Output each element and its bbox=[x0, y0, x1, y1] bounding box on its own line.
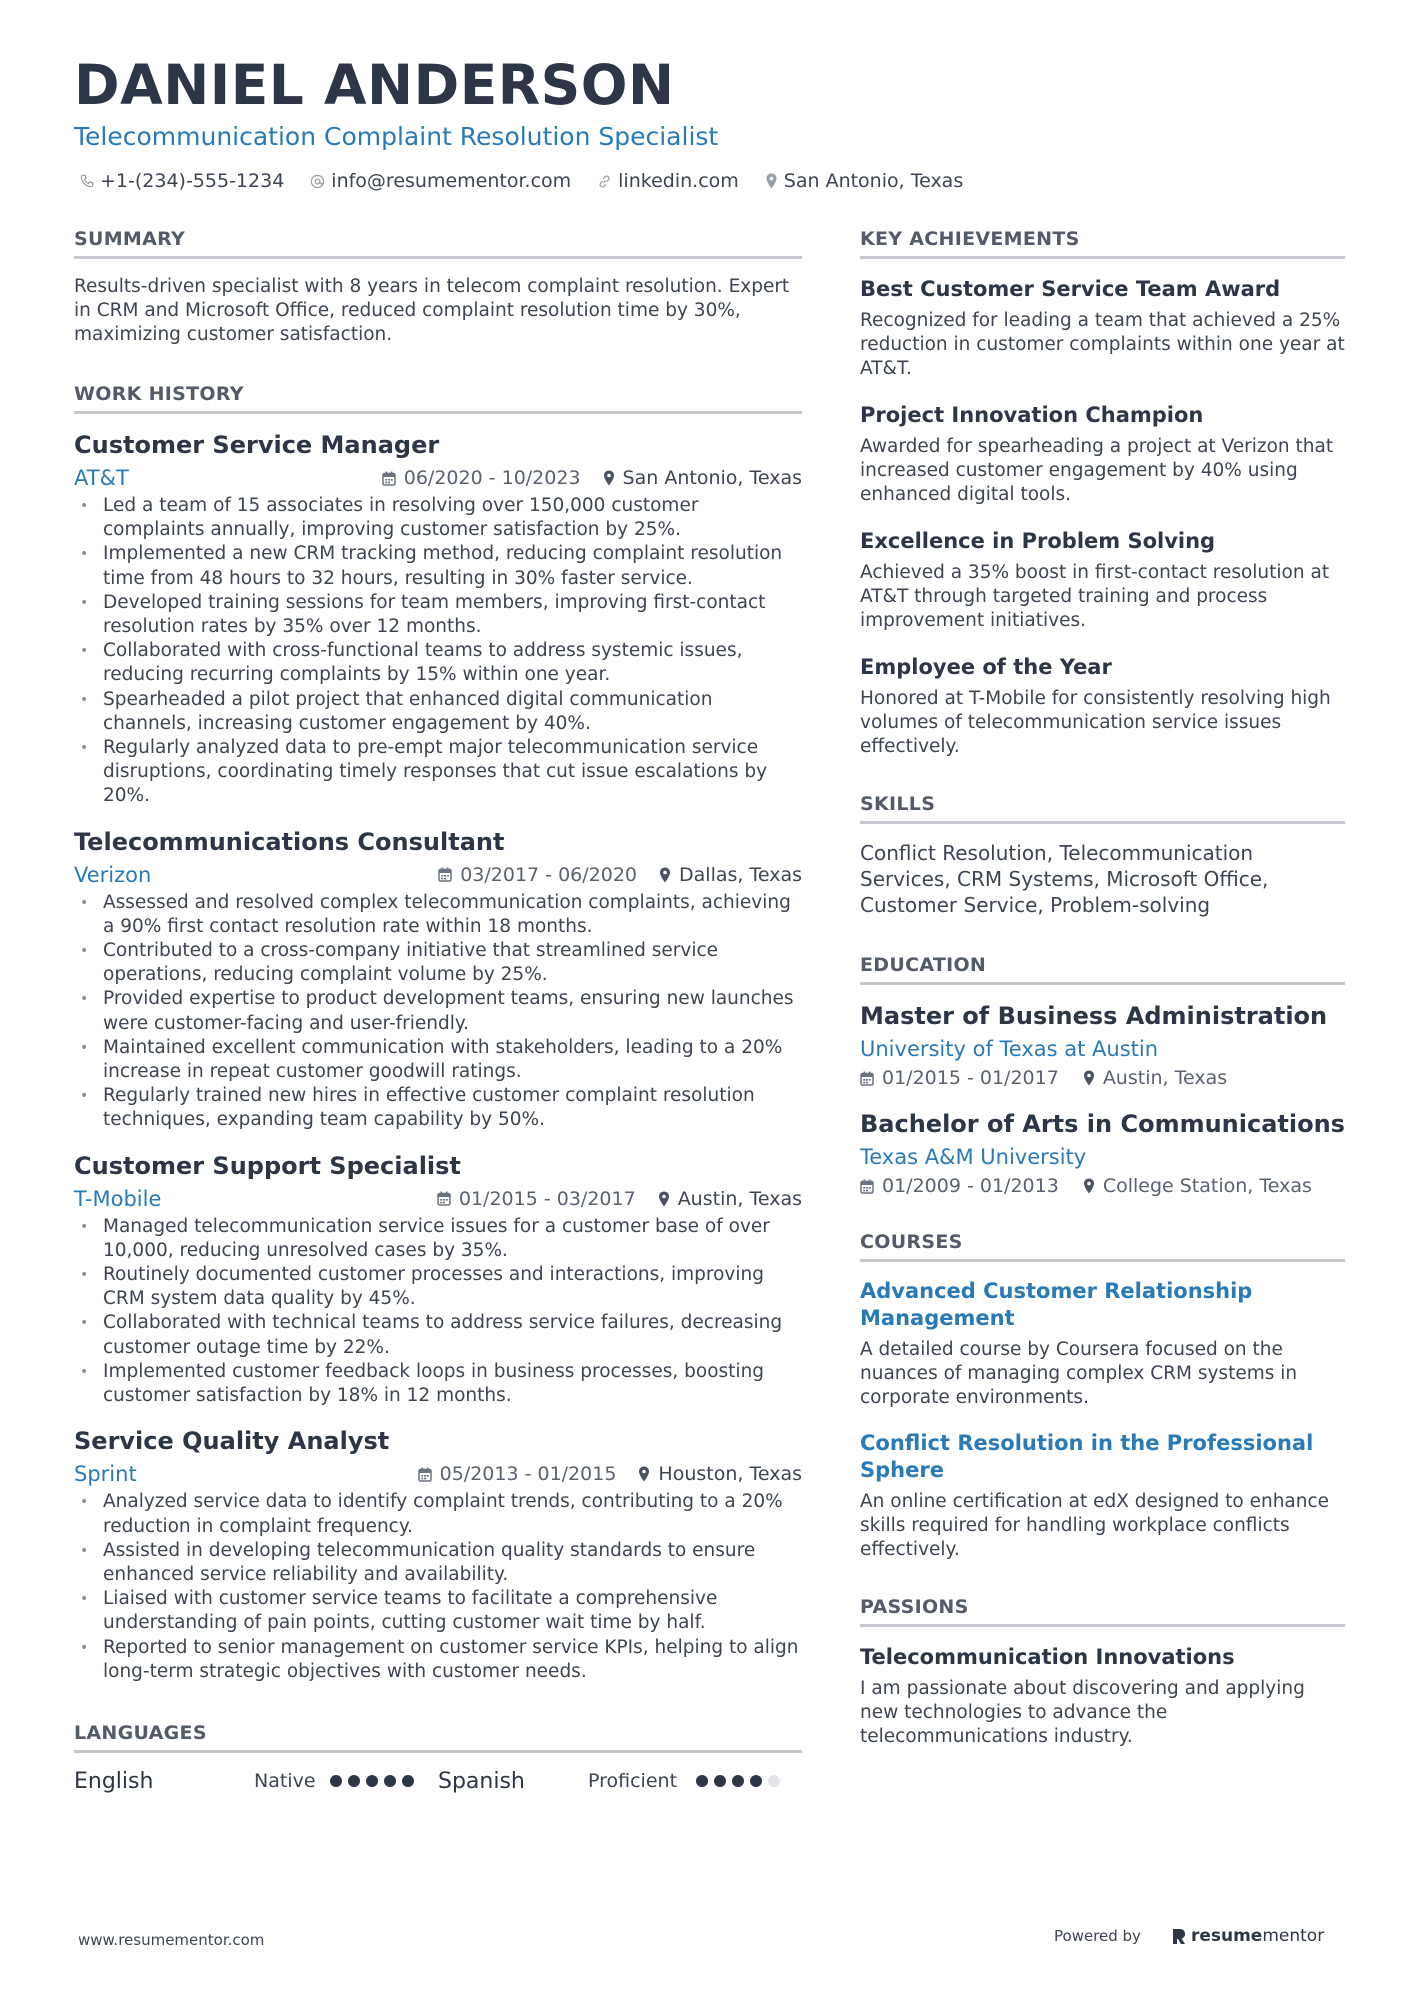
achievement-item bbox=[860, 653, 1345, 759]
proficiency-dot bbox=[330, 1775, 342, 1787]
summary-text: Results-driven specialist with 8 years in telecom complaint resolution. Expert in CRM and Microsoft Office, reduced complaint resolution time by 30%, maximizing customer satisfaction. bbox=[74, 276, 790, 345]
education-dates bbox=[860, 1067, 1059, 1089]
proficiency-dot bbox=[732, 1775, 744, 1787]
job-bullet: • Collaborated with cross-functional teams to address systemic issues, reducing recurring complaints by 15% within one year. bbox=[74, 639, 802, 687]
job-title: Customer Support Specialist bbox=[74, 1151, 461, 1180]
logo-word-light: mentor bbox=[1262, 1926, 1325, 1946]
email-text[interactable]: info@resumementor.com bbox=[331, 170, 572, 192]
job-location bbox=[658, 1188, 802, 1210]
education-list bbox=[860, 1001, 1345, 1197]
contact-linkedin[interactable] bbox=[597, 170, 739, 192]
proficiency-dot bbox=[348, 1775, 360, 1787]
achievement-title: Project Innovation Champion bbox=[860, 403, 1204, 427]
job-location-text: Austin, Texas bbox=[677, 1187, 802, 1210]
achievements-heading: KEY ACHIEVEMENTS bbox=[860, 228, 1345, 259]
proficiency-dot bbox=[750, 1775, 762, 1787]
proficiency-dot bbox=[696, 1775, 708, 1787]
education-item bbox=[860, 1109, 1345, 1197]
language-item bbox=[74, 1769, 438, 1794]
location-pin-icon bbox=[1083, 1070, 1095, 1086]
company-name: AT&T bbox=[74, 466, 129, 490]
candidate-name: DANIEL ANDERSON bbox=[74, 53, 675, 117]
passion-desc: I am passionate about discovering and applying new technologies to advance the telecommunications industry. bbox=[860, 1678, 1305, 1747]
job-dates-text: 06/2020 - 10/2023 bbox=[403, 467, 581, 489]
job-entry bbox=[74, 430, 802, 809]
contact-phone bbox=[80, 170, 284, 192]
education-location-text: College Station, Texas bbox=[1102, 1175, 1312, 1197]
job-bullet: • Collaborated with technical teams to address service failures, decreasing customer outage time by 22%. bbox=[74, 1311, 802, 1359]
contact-bar bbox=[80, 170, 989, 192]
job-meta-right bbox=[437, 1188, 802, 1210]
achievement-item bbox=[860, 275, 1345, 381]
job-title: Telecommunications Consultant bbox=[74, 827, 505, 856]
job-bullet: • Spearheaded a pilot project that enhanced digital communication channels, increasing customer engagement by 40%. bbox=[74, 688, 802, 736]
achievements-list bbox=[860, 275, 1345, 759]
achievement-title: Excellence in Problem Solving bbox=[860, 529, 1216, 553]
education-meta bbox=[860, 1067, 1345, 1089]
job-entry bbox=[74, 1426, 802, 1684]
left-column bbox=[74, 228, 802, 1794]
education-heading: EDUCATION bbox=[860, 954, 1345, 985]
job-bullet: • Liaised with customer service teams to facilitate a comprehensive understanding of pain points, cutting customer wait time by half. bbox=[74, 1587, 802, 1635]
proficiency-dot bbox=[768, 1775, 780, 1787]
phone-icon bbox=[80, 174, 94, 188]
courses-heading: COURSES bbox=[860, 1231, 1345, 1262]
education-location bbox=[1083, 1175, 1312, 1197]
course-desc: An online certification at edX designed to enhance skills required for handling workplace conflicts effectively. bbox=[860, 1491, 1330, 1560]
job-location bbox=[603, 467, 802, 489]
job-location-text: San Antonio, Texas bbox=[622, 467, 802, 489]
job-bullets bbox=[74, 891, 802, 1133]
logo-word-bold: resume bbox=[1190, 1926, 1263, 1946]
education-school: University of Texas at Austin bbox=[860, 1037, 1159, 1061]
calendar-icon bbox=[860, 1179, 874, 1194]
location-pin-icon bbox=[658, 1191, 670, 1207]
summary-heading: SUMMARY bbox=[74, 228, 802, 259]
passions-list bbox=[860, 1643, 1345, 1749]
job-location bbox=[638, 1463, 802, 1485]
location-pin-icon bbox=[638, 1466, 650, 1482]
language-name: English bbox=[74, 1768, 154, 1794]
languages-heading: LANGUAGES bbox=[74, 1722, 802, 1753]
education-dates-text: 01/2009 - 01/2013 bbox=[882, 1175, 1059, 1197]
job-bullet: • Led a team of 15 associates in resolving over 150,000 customer complaints annually, improving customer satisfaction by 25%. bbox=[74, 494, 802, 542]
job-bullet: • Managed telecommunication service issues for a customer base of over 10,000, reducing unresolved cases by 35%. bbox=[74, 1215, 802, 1263]
job-dates-text: 05/2013 - 01/2015 bbox=[439, 1463, 617, 1486]
candidate-title: Telecommunication Complaint Resolution Specialist bbox=[74, 122, 719, 151]
job-meta bbox=[74, 1187, 802, 1211]
achievement-title: Best Customer Service Team Award bbox=[860, 277, 1281, 301]
job-title: Customer Service Manager bbox=[74, 431, 440, 459]
proficiency-dot bbox=[402, 1775, 414, 1787]
job-location bbox=[659, 864, 802, 886]
job-location-text: Houston, Texas bbox=[658, 1463, 802, 1486]
achievement-item bbox=[860, 527, 1345, 633]
job-bullet: • Provided expertise to product development teams, ensuring new launches were customer-facing and user-friendly. bbox=[74, 987, 802, 1035]
language-level: Proficient bbox=[588, 1770, 678, 1793]
company-name: Sprint bbox=[74, 1462, 137, 1487]
languages-list bbox=[74, 1769, 802, 1794]
proficiency-dot bbox=[366, 1775, 378, 1787]
achievement-title: Employee of the Year bbox=[860, 655, 1112, 679]
language-name: Spanish bbox=[438, 1768, 525, 1794]
calendar-icon bbox=[382, 471, 396, 486]
job-bullet: • Implemented customer feedback loops in business processes, boosting customer satisfaction by 18% in 12 months. bbox=[74, 1360, 802, 1408]
language-item bbox=[438, 1769, 802, 1794]
footer-website[interactable]: www.resumementor.com bbox=[78, 1931, 265, 1949]
job-entry bbox=[74, 827, 802, 1133]
proficiency-dots bbox=[330, 1775, 420, 1787]
courses-list bbox=[860, 1278, 1345, 1562]
company-name: Verizon bbox=[74, 862, 152, 887]
achievement-desc: Honored at T-Mobile for consistently resolving high volumes of telecommunication service issues effectively. bbox=[860, 688, 1331, 757]
job-dates-text: 03/2017 - 06/2020 bbox=[460, 863, 638, 886]
calendar-icon bbox=[860, 1071, 874, 1086]
contact-location bbox=[765, 170, 963, 192]
job-meta-right bbox=[438, 864, 802, 886]
job-bullet: • Analyzed service data to identify complaint trends, contributing to a 20% reduction in complaint frequency. bbox=[74, 1490, 802, 1538]
course-desc: A detailed course by Coursera focused on the nuances of managing complex CRM systems in corporate environments. bbox=[860, 1339, 1298, 1408]
proficiency-dots bbox=[696, 1775, 786, 1787]
link-icon bbox=[597, 174, 612, 189]
job-bullet: • Regularly analyzed data to pre-empt major telecommunication service disruptions, coordinating timely responses that cut issue escalations by 20%. bbox=[74, 736, 802, 809]
location-pin-icon bbox=[1083, 1178, 1095, 1194]
work-history-list bbox=[74, 430, 802, 1684]
achievement-desc: Recognized for leading a team that achieved a 25% reduction in customer complaints within one year at AT&T. bbox=[860, 310, 1345, 379]
phone-text: +1-(234)-555-1234 bbox=[100, 170, 285, 192]
job-meta bbox=[74, 1462, 802, 1486]
job-bullet: • Assessed and resolved complex telecommunication complaints, achieving a 90% first contact resolution rate within 18 months. bbox=[74, 891, 802, 939]
calendar-icon bbox=[418, 1467, 432, 1482]
job-meta-right bbox=[382, 467, 802, 489]
proficiency-dot bbox=[714, 1775, 726, 1787]
achievement-item bbox=[860, 401, 1345, 507]
location-pin-icon bbox=[765, 173, 778, 189]
job-location-text: Dallas, Texas bbox=[679, 863, 802, 886]
language-level: Native bbox=[254, 1770, 316, 1793]
job-dates bbox=[418, 1463, 617, 1485]
job-bullet: • Routinely documented customer processes and interactions, improving CRM system data quality by 45%. bbox=[74, 1263, 802, 1311]
education-location bbox=[1083, 1067, 1227, 1089]
course-title: Conflict Resolution in the Professional Sphere bbox=[860, 1431, 1314, 1482]
job-meta-right bbox=[418, 1463, 802, 1485]
education-degree: Master of Business Administration bbox=[860, 1002, 1328, 1030]
powered-by-text: Powered by bbox=[1054, 1927, 1141, 1945]
job-bullet: • Developed training sessions for team members, improving first-contact resolution rates by 35% over 12 months. bbox=[74, 591, 802, 639]
passion-title: Telecommunication Innovations bbox=[860, 1645, 1235, 1669]
education-meta bbox=[860, 1175, 1345, 1197]
job-bullet: • Contributed to a cross-company initiative that streamlined service operations, reducing complaint volume by 25%. bbox=[74, 939, 802, 987]
footer-powered bbox=[1054, 1926, 1324, 1946]
location-text: San Antonio, Texas bbox=[783, 170, 964, 192]
skills-text: Conflict Resolution, Telecommunication Services, CRM Systems, Microsoft Office, Customer Service, Problem-solving bbox=[860, 841, 1269, 917]
education-item bbox=[860, 1001, 1345, 1089]
location-pin-icon bbox=[659, 867, 671, 883]
resumementor-logo[interactable] bbox=[1171, 1926, 1324, 1946]
course-item bbox=[860, 1278, 1345, 1410]
job-bullet: • Maintained excellent communication with stakeholders, leading to a 20% increase in repeat customer goodwill ratings. bbox=[74, 1036, 802, 1084]
achievement-desc: Awarded for spearheading a project at Verizon that increased customer engagement by 40% using enhanced digital tools. bbox=[860, 436, 1334, 505]
job-bullet: • Regularly trained new hires in effective customer complaint resolution techniques, expanding team capability by 50%. bbox=[74, 1084, 802, 1132]
achievement-desc: Achieved a 35% boost in first-contact resolution at AT&T through targeted training and process improvement initiatives. bbox=[860, 562, 1330, 631]
job-dates bbox=[438, 864, 637, 886]
linkedin-text[interactable]: linkedin.com bbox=[618, 170, 739, 192]
passion-item bbox=[860, 1643, 1345, 1749]
job-bullet: • Assisted in developing telecommunication quality standards to ensure enhanced service reliability and availability. bbox=[74, 1539, 802, 1587]
job-bullets bbox=[74, 1490, 802, 1684]
job-title: Service Quality Analyst bbox=[74, 1427, 390, 1456]
education-school: Texas A&M University bbox=[860, 1145, 1087, 1169]
education-dates-text: 01/2015 - 01/2017 bbox=[882, 1067, 1059, 1089]
job-bullet: • Reported to senior management on customer service KPIs, helping to align long-term strategic objectives with customer needs. bbox=[74, 1636, 802, 1684]
skills-heading: SKILLS bbox=[860, 793, 1345, 824]
job-dates bbox=[437, 1188, 636, 1210]
contact-email[interactable] bbox=[310, 170, 571, 192]
company-name: T-Mobile bbox=[74, 1186, 162, 1211]
job-meta bbox=[74, 466, 802, 490]
course-title: Advanced Customer Relationship Management bbox=[860, 1279, 1253, 1330]
education-location-text: Austin, Texas bbox=[1102, 1067, 1228, 1089]
job-bullets bbox=[74, 494, 802, 809]
calendar-icon bbox=[438, 867, 452, 882]
job-bullet: • Implemented a new CRM tracking method, reducing complaint resolution time from 48 hours to 32 hours, resulting in 30% faster service. bbox=[74, 542, 802, 590]
job-dates-text: 01/2015 - 03/2017 bbox=[458, 1187, 636, 1210]
education-dates bbox=[860, 1175, 1059, 1197]
course-item bbox=[860, 1430, 1345, 1562]
work-history-heading: WORK HISTORY bbox=[74, 383, 802, 414]
passions-heading: PASSIONS bbox=[860, 1596, 1345, 1627]
resumementor-logo-icon bbox=[1171, 1927, 1187, 1945]
calendar-icon bbox=[437, 1191, 451, 1206]
location-pin-icon bbox=[603, 470, 615, 486]
job-meta bbox=[74, 863, 802, 887]
at-icon bbox=[310, 174, 325, 189]
education-degree: Bachelor of Arts in Communications bbox=[860, 1110, 1345, 1138]
right-column bbox=[860, 228, 1345, 1769]
proficiency-dot bbox=[384, 1775, 396, 1787]
job-bullets bbox=[74, 1215, 802, 1409]
job-entry bbox=[74, 1151, 802, 1409]
job-dates bbox=[382, 467, 581, 489]
